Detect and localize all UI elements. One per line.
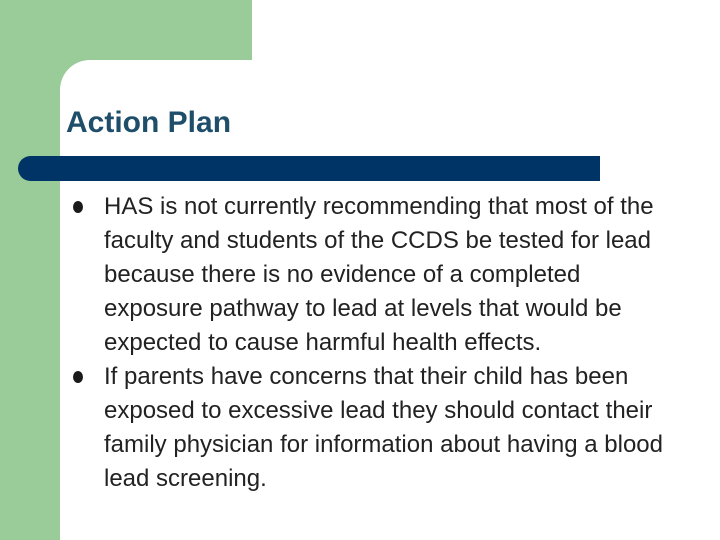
bullet-list [70,190,680,496]
bullet-dot-icon [73,201,83,213]
bullet-item [70,360,680,496]
bullet-item [70,190,680,360]
slide-title: Action Plan [66,106,232,139]
bullet-text: HAS is not currently recommending that most of the faculty and students of the CCDS be tested for lead because there is no evidence of a completed exposure pathway to lead at levels that would be expected to cause harmful health effects. [104,193,654,356]
bullet-text: If parents have concerns that their child has been exposed to excessive lead they should contact their family physician for information about having a blood lead screening. [104,363,663,492]
title-underline-bar [18,156,600,181]
bullet-dot-icon [73,371,83,383]
